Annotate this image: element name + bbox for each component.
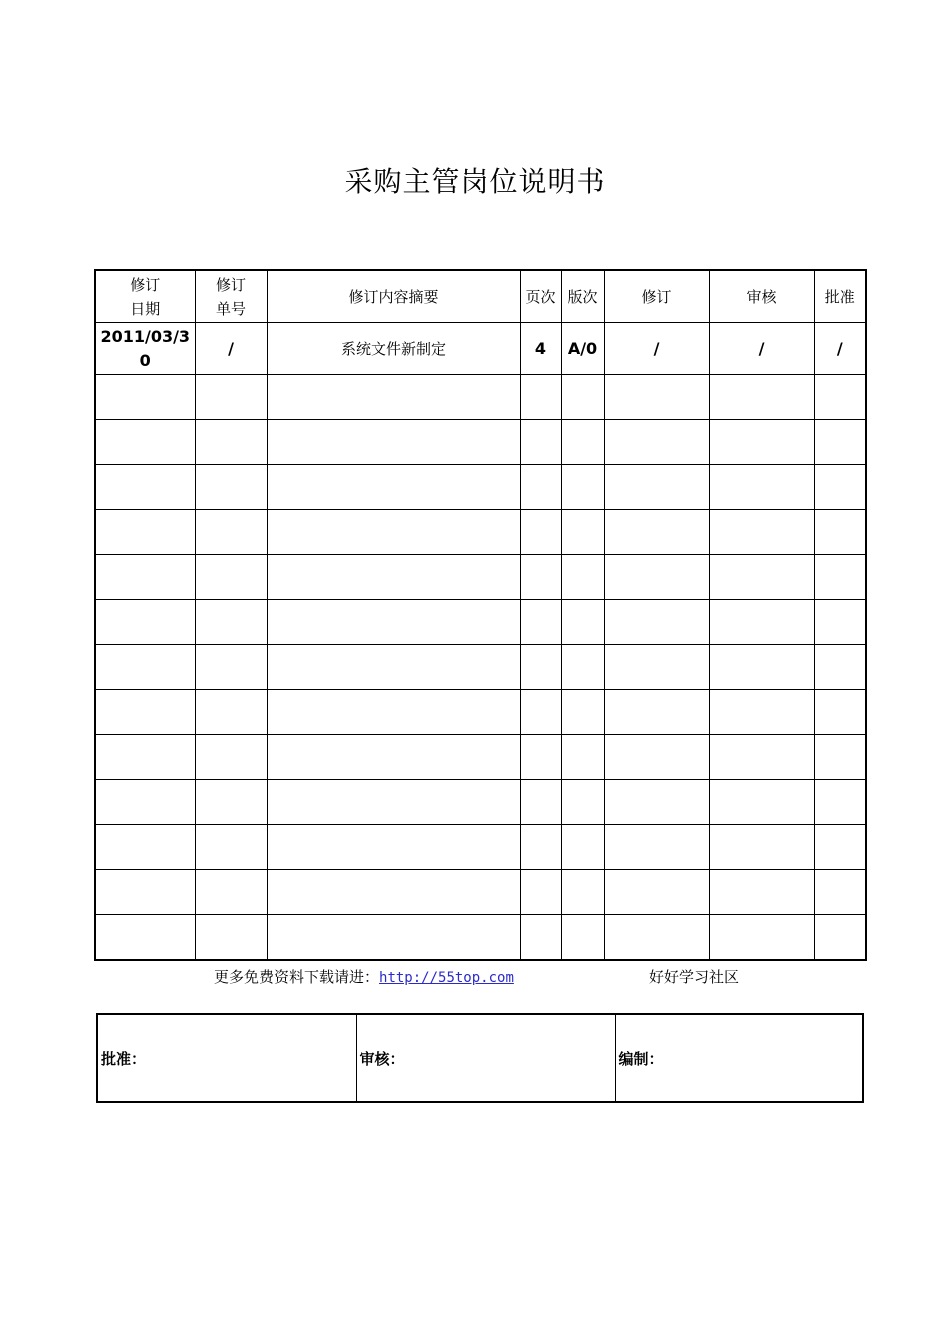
table-cell[interactable] xyxy=(709,510,814,555)
revision-row-empty xyxy=(95,825,866,870)
prepare-field[interactable]: 编制： xyxy=(615,1014,863,1102)
table-cell[interactable] xyxy=(709,690,814,735)
table-cell[interactable] xyxy=(520,780,561,825)
table-cell[interactable] xyxy=(709,375,814,420)
revision-row-empty xyxy=(95,510,866,555)
table-cell[interactable] xyxy=(195,645,267,690)
signature-row xyxy=(97,1014,863,1102)
header-order-line2: 单号 xyxy=(215,299,246,318)
table-cell[interactable] xyxy=(195,825,267,870)
footer-left xyxy=(214,966,514,987)
table-cell[interactable] xyxy=(814,915,866,961)
review-field[interactable]: 审核： xyxy=(356,1014,615,1102)
table-cell[interactable] xyxy=(195,375,267,420)
table-cell[interactable] xyxy=(95,780,195,825)
table-cell[interactable] xyxy=(267,510,520,555)
cell-summary: 系统文件新制定 xyxy=(267,323,520,375)
table-cell[interactable] xyxy=(604,600,709,645)
table-cell[interactable] xyxy=(814,600,866,645)
table-cell[interactable] xyxy=(267,825,520,870)
table-cell[interactable] xyxy=(561,465,604,510)
table-cell[interactable] xyxy=(520,465,561,510)
table-cell[interactable] xyxy=(561,645,604,690)
revision-row-empty xyxy=(95,690,866,735)
header-approve: 批准 xyxy=(814,270,866,323)
table-cell[interactable] xyxy=(561,690,604,735)
table-cell[interactable] xyxy=(604,645,709,690)
table-cell[interactable] xyxy=(814,780,866,825)
table-cell[interactable] xyxy=(267,465,520,510)
table-cell[interactable] xyxy=(95,735,195,780)
table-cell[interactable] xyxy=(561,420,604,465)
table-cell[interactable] xyxy=(95,600,195,645)
table-cell[interactable] xyxy=(267,645,520,690)
table-cell[interactable] xyxy=(195,600,267,645)
header-review: 审核 xyxy=(709,270,814,323)
header-version: 版次 xyxy=(561,270,604,323)
table-cell[interactable] xyxy=(520,735,561,780)
header-revision-date xyxy=(95,270,195,323)
table-cell[interactable] xyxy=(604,735,709,780)
revision-table xyxy=(94,269,867,961)
table-cell[interactable] xyxy=(604,780,709,825)
header-summary: 修订内容摘要 xyxy=(267,270,520,323)
table-cell[interactable] xyxy=(814,555,866,600)
table-cell[interactable] xyxy=(709,555,814,600)
footer-link[interactable]: http://55top.com xyxy=(379,970,514,986)
table-cell[interactable] xyxy=(520,510,561,555)
table-cell[interactable] xyxy=(561,600,604,645)
revision-row-empty xyxy=(95,915,866,961)
table-cell[interactable] xyxy=(814,465,866,510)
table-cell[interactable] xyxy=(604,510,709,555)
table-cell[interactable] xyxy=(520,555,561,600)
table-cell[interactable] xyxy=(814,735,866,780)
table-cell[interactable] xyxy=(520,690,561,735)
table-cell[interactable] xyxy=(709,600,814,645)
table-cell[interactable] xyxy=(195,780,267,825)
table-cell[interactable] xyxy=(561,780,604,825)
table-cell[interactable] xyxy=(604,915,709,961)
table-cell[interactable] xyxy=(561,825,604,870)
table-cell[interactable] xyxy=(195,555,267,600)
table-cell[interactable] xyxy=(520,870,561,915)
table-cell[interactable] xyxy=(195,735,267,780)
table-cell[interactable] xyxy=(520,825,561,870)
table-cell[interactable] xyxy=(814,825,866,870)
table-cell[interactable] xyxy=(267,375,520,420)
table-cell[interactable] xyxy=(95,555,195,600)
table-cell[interactable] xyxy=(267,690,520,735)
table-cell[interactable] xyxy=(520,915,561,961)
revision-row-empty xyxy=(95,600,866,645)
revision-row xyxy=(95,323,866,375)
table-cell[interactable] xyxy=(95,510,195,555)
table-cell[interactable] xyxy=(267,735,520,780)
table-cell[interactable] xyxy=(95,690,195,735)
table-cell[interactable] xyxy=(604,870,709,915)
table-cell[interactable] xyxy=(561,375,604,420)
table-cell[interactable] xyxy=(814,420,866,465)
table-cell[interactable] xyxy=(520,600,561,645)
table-cell[interactable] xyxy=(709,780,814,825)
table-cell[interactable] xyxy=(95,825,195,870)
table-cell[interactable] xyxy=(267,870,520,915)
header-page: 页次 xyxy=(520,270,561,323)
table-cell[interactable] xyxy=(195,690,267,735)
table-cell[interactable] xyxy=(709,915,814,961)
cell-order-no: / xyxy=(195,323,267,375)
table-cell[interactable] xyxy=(267,915,520,961)
table-cell[interactable] xyxy=(814,645,866,690)
footer-note xyxy=(0,966,950,988)
revision-row-empty xyxy=(95,780,866,825)
table-cell[interactable] xyxy=(95,645,195,690)
header-date-line1: 修订 xyxy=(130,275,161,294)
revision-row-empty xyxy=(95,465,866,510)
table-cell[interactable] xyxy=(709,870,814,915)
table-cell[interactable] xyxy=(95,915,195,961)
table-cell[interactable] xyxy=(709,825,814,870)
table-cell[interactable] xyxy=(604,465,709,510)
document-title: 采购主管岗位说明书 xyxy=(344,165,606,198)
table-cell[interactable] xyxy=(267,420,520,465)
table-cell[interactable] xyxy=(267,555,520,600)
cell-approve: / xyxy=(814,323,866,375)
revision-row-empty xyxy=(95,375,866,420)
table-cell[interactable] xyxy=(95,375,195,420)
table-cell[interactable] xyxy=(709,465,814,510)
approve-field[interactable]: 批准： xyxy=(97,1014,356,1102)
table-cell[interactable] xyxy=(95,465,195,510)
table-cell[interactable] xyxy=(814,510,866,555)
table-cell[interactable] xyxy=(520,420,561,465)
signature-table xyxy=(96,1013,864,1103)
revision-row-empty xyxy=(95,870,866,915)
table-cell[interactable] xyxy=(604,690,709,735)
table-cell[interactable] xyxy=(561,510,604,555)
table-cell[interactable] xyxy=(195,465,267,510)
header-date-line2: 日期 xyxy=(130,299,161,318)
footer-suffix: 好好学习社区 xyxy=(649,968,740,986)
table-cell[interactable] xyxy=(195,915,267,961)
header-revision-order xyxy=(195,270,267,323)
table-cell[interactable] xyxy=(604,555,709,600)
table-cell[interactable] xyxy=(604,375,709,420)
table-cell[interactable] xyxy=(195,510,267,555)
header-revise: 修订 xyxy=(604,270,709,323)
cell-review: / xyxy=(709,323,814,375)
table-cell[interactable] xyxy=(95,420,195,465)
header-order-line1: 修订 xyxy=(215,275,246,294)
table-cell[interactable] xyxy=(267,780,520,825)
cell-version: A/0 xyxy=(561,323,604,375)
table-cell[interactable] xyxy=(520,645,561,690)
table-cell[interactable] xyxy=(561,555,604,600)
table-cell[interactable] xyxy=(709,420,814,465)
table-cell[interactable] xyxy=(709,735,814,780)
cell-date: 2011/03/30 xyxy=(95,323,195,375)
table-cell[interactable] xyxy=(709,645,814,690)
table-cell[interactable] xyxy=(814,375,866,420)
table-cell[interactable] xyxy=(604,825,709,870)
table-cell[interactable] xyxy=(520,375,561,420)
table-cell[interactable] xyxy=(561,870,604,915)
table-cell[interactable] xyxy=(561,915,604,961)
table-cell[interactable] xyxy=(267,600,520,645)
table-cell[interactable] xyxy=(561,735,604,780)
table-cell[interactable] xyxy=(604,420,709,465)
footer-prefix: 更多免费资料下载请进： xyxy=(214,968,380,986)
revision-row-empty xyxy=(95,645,866,690)
revision-row-empty xyxy=(95,420,866,465)
revision-header-row xyxy=(95,270,866,323)
table-cell[interactable] xyxy=(195,870,267,915)
cell-revise: / xyxy=(604,323,709,375)
cell-page: 4 xyxy=(520,323,561,375)
table-cell[interactable] xyxy=(814,870,866,915)
revision-row-empty xyxy=(95,555,866,600)
table-cell[interactable] xyxy=(814,690,866,735)
table-cell[interactable] xyxy=(95,870,195,915)
revision-row-empty xyxy=(95,735,866,780)
table-cell[interactable] xyxy=(195,420,267,465)
